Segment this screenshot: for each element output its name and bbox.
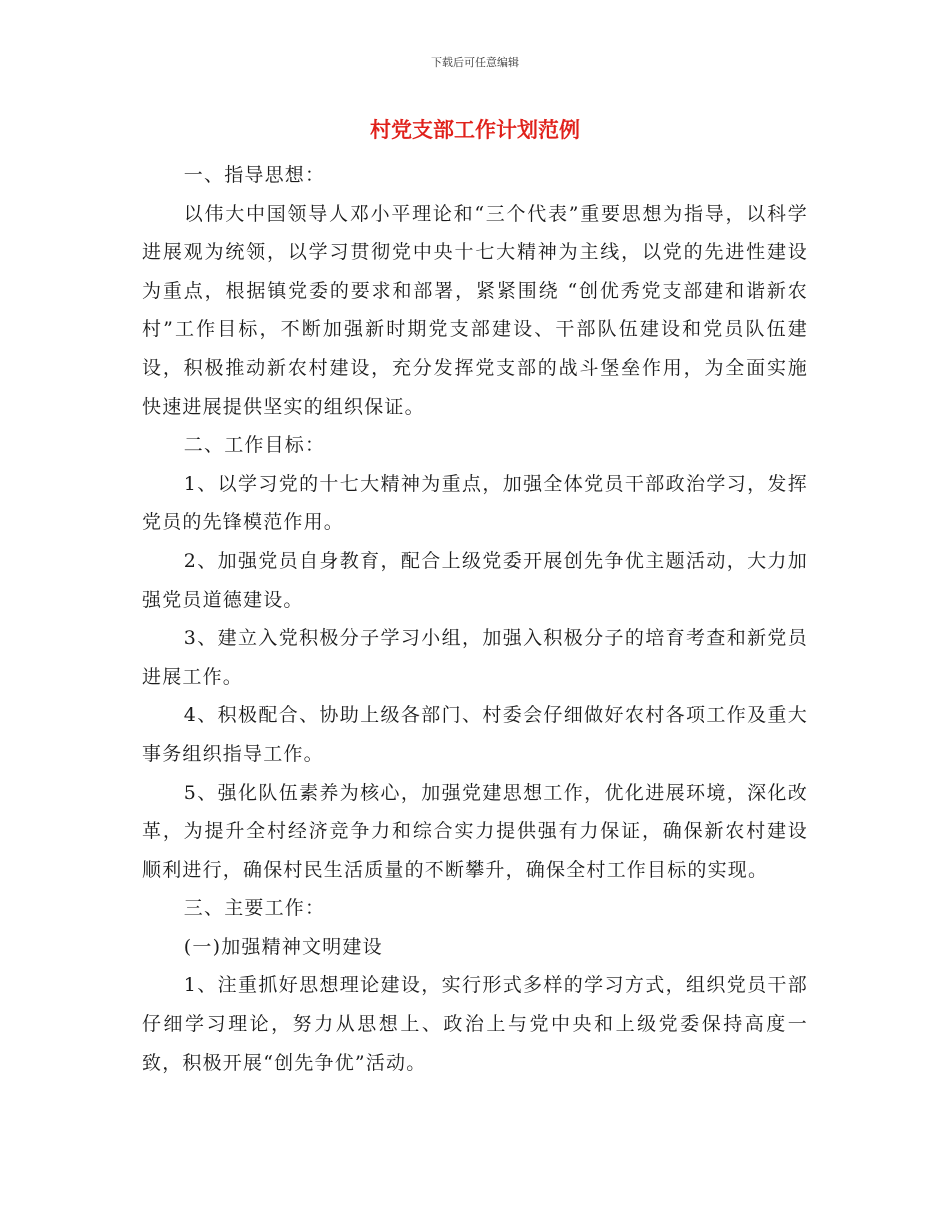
goal-item-5: 5、强化队伍素养为核心，加强党建思想工作，优化进展环境，深化改革，为提升全村经济竞争力和综合实力提供强有力保证，确保新农村建设顺利进行，确保村民生活质量的不断攀升，确保全村工作目标的实现。 (142, 781, 808, 881)
section-heading-work-goals: 二、工作目标： (183, 434, 326, 457)
header-note: 下载后可任意编辑 (431, 56, 519, 69)
paragraph-guiding-ideology: 以伟大中国领导人邓小平理论和“三个代表”重要思想为指导，以科学进展观为统领，以学习贯彻党中央十七大精神为主线，以党的先进性建设为重点，根据镇党委的要求和部署，紧紧围绕 “创优秀党支部建和谐新农村”工作目标，不断加强新时期党支部建设、干部队伍建设和党员队伍建设，积极推动新农村建设，充分发挥党支部的战斗堡垒作用，为全面实施快速进展提供坚实的组织保证。 (142, 202, 808, 418)
goal-item-2: 2、加强党员自身教育，配合上级党委开展创先争优主题活动，大力加强党员道德建设。 (142, 549, 808, 611)
goal-item-3: 3、建立入党积极分子学习小组，加强入积极分子的培育考查和新党员进展工作。 (142, 627, 808, 688)
goal-item-1: 1、以学习党的十七大精神为重点，加强全体党员干部政治学习，发挥党员的先锋模范作用。 (142, 472, 808, 534)
section-heading-main-work: 三、主要工作： (183, 897, 326, 920)
work-item-1: 1、注重抓好思想理论建设，实行形式多样的学习方式，组织党员干部仔细学习理论，努力从思想上、政治上与党中央和上级党委保持高度一致，积极开展“创先争优”活动。 (142, 974, 808, 1074)
document-title: 村党支部工作计划范例 (370, 118, 580, 142)
goal-item-4: 4、积极配合、协助上级各部门、村委会仔细做好农村各项工作及重大事务组织指导工作。 (142, 704, 808, 765)
subsection-heading-spiritual-civilization: (一)加强精神文明建设 (183, 935, 383, 958)
section-heading-guiding-ideology: 一、指导思想： (183, 164, 326, 186)
document-body (142, 156, 808, 1082)
